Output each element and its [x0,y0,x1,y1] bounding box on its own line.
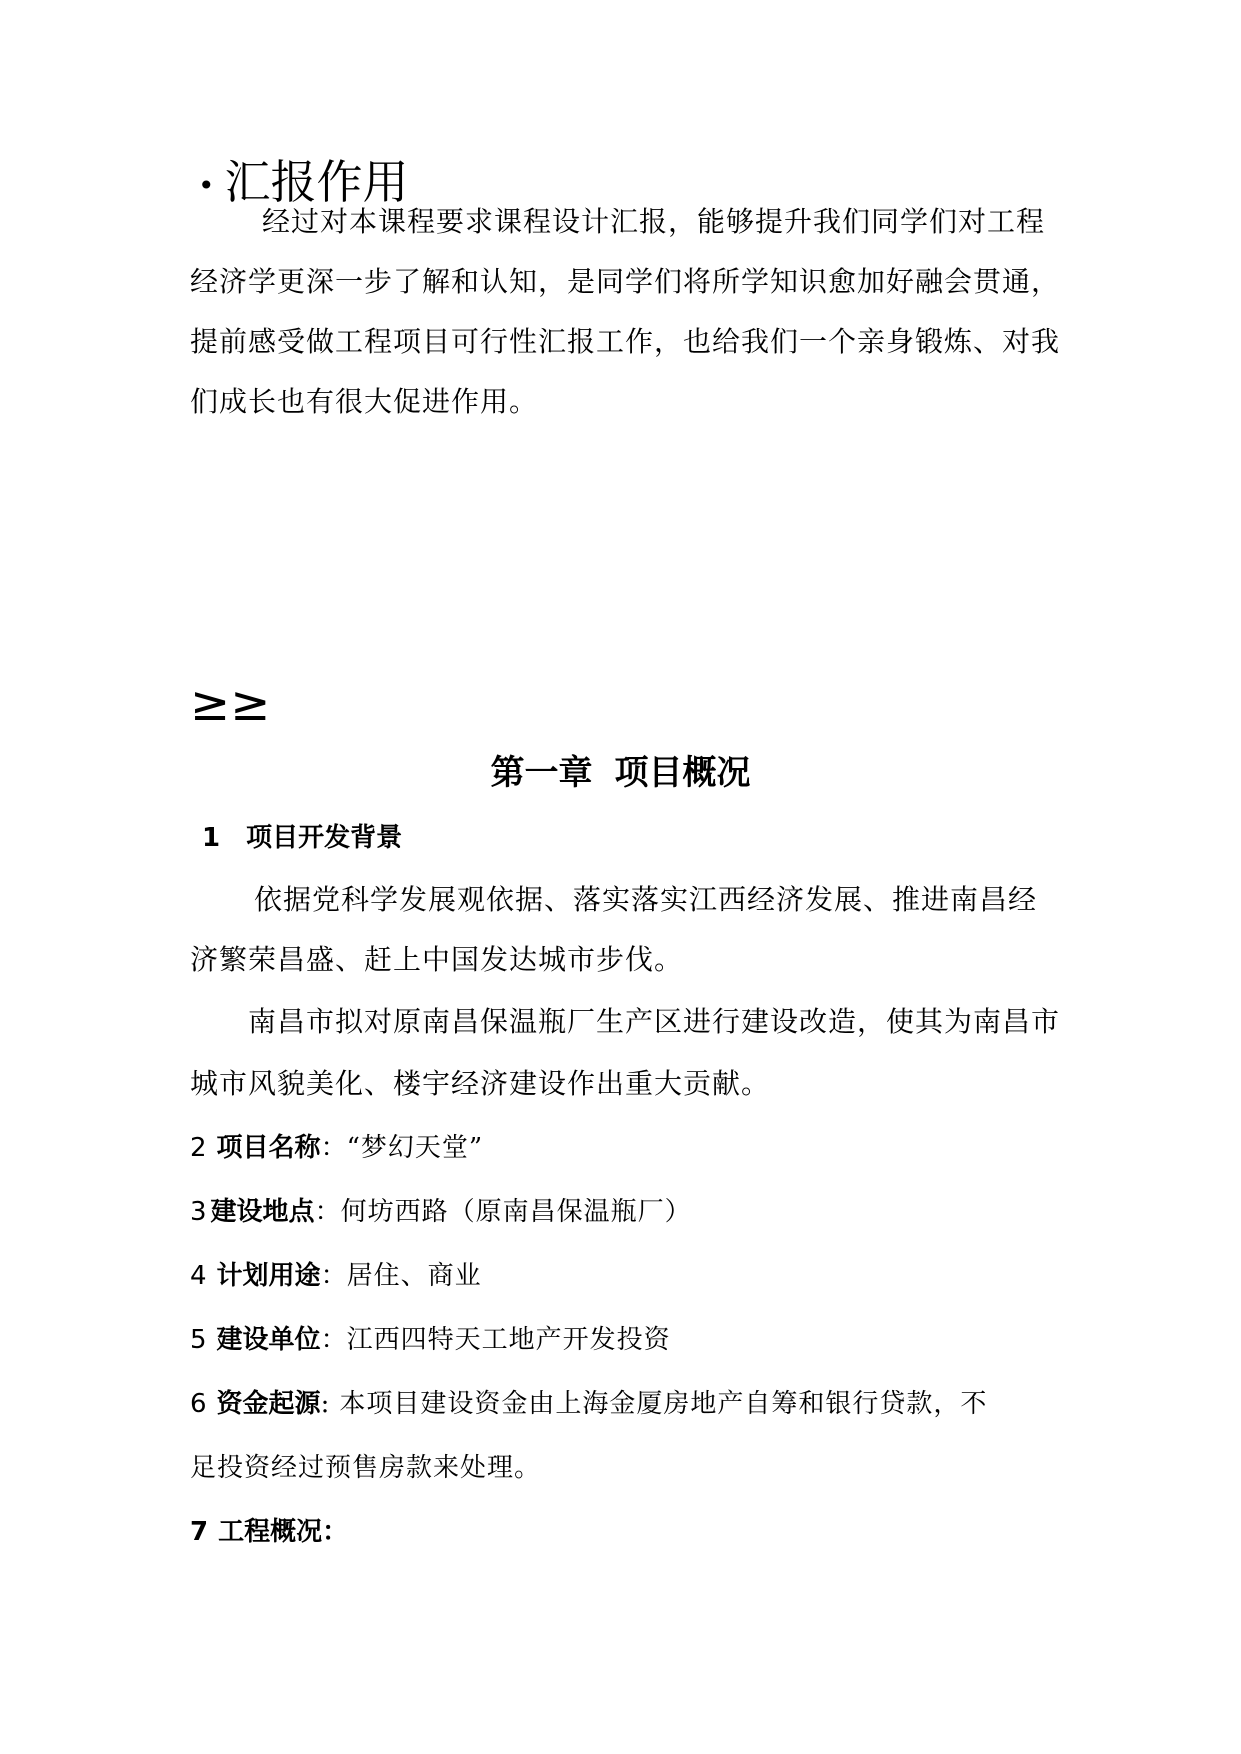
paragraph-line: 南昌市拟对原南昌保温瓶厂生产区进行建设改造，使其为南昌市 [248,1005,1061,1038]
item-number: 7 [190,1517,209,1547]
paragraph-line: 济繁荣昌盛、赶上中国发达城市步伐。 [190,943,684,976]
item-value: 本项目建设资金由上海金厦房地产自筹和银行贷款，不 [339,1389,988,1419]
item-number: 3 [190,1197,207,1227]
item-label: 工程概况 [218,1517,323,1547]
item-number: 6 [190,1389,207,1419]
item-value: 居住、商业 [346,1261,482,1291]
item-value-continuation: 足投资经过预售房款来处理。 [190,1453,542,1483]
chapter-title [0,748,1241,798]
paragraph-line: 经过对本课程要求课程设计汇报，能够提升我们同学们对工程 [262,205,1046,238]
paragraph-line: 经济学更深一步了解和认知，是同学们将所学知识愈加好融会贯通， [190,265,1061,298]
item-planned-use [190,1256,482,1296]
item-number: 2 [190,1133,207,1163]
item-value: 江西四特天工地产开发投资 [346,1325,671,1355]
item-funding-source [190,1384,987,1424]
item-separator: : [320,1389,330,1419]
item-label: 项目名称 [216,1133,321,1163]
item-separator: ： [320,1325,347,1355]
heading-text: 汇报作用 [224,155,409,209]
item-separator: ： [314,1197,341,1227]
item-label: 资金起源 [216,1389,321,1419]
item-funding-source-continuation [190,1448,541,1488]
item-separator: ： [320,1261,347,1291]
section-name: 项目开发背景 [246,823,403,853]
item-separator: ： [320,1133,347,1163]
item-label: 建设单位 [216,1325,321,1355]
item-separator: ： [322,1517,349,1547]
item-number: 4 [190,1261,207,1291]
item-construction-unit [190,1320,671,1360]
paragraph-line: 提前感受做工程项目可行性汇报工作，也给我们一个亲身锻炼、对我 [190,325,1061,358]
item-value: 何坊西路（原南昌保温瓶厂） [340,1197,692,1227]
item-value: “梦幻天堂” [346,1133,484,1163]
paragraph-line: 们成长也有很大促进作用。 [190,385,539,418]
item-label: 建设地点 [210,1197,315,1227]
item-project-name [190,1128,483,1168]
item-site-location [190,1192,692,1232]
item-label: 计划用途 [216,1261,321,1291]
item-project-overview [190,1512,348,1552]
chapter-name: 项目概况 [614,753,751,793]
paragraph-line: 依据党科学发展观依据、落实落实江西经济发展、推进南昌经 [254,883,1038,916]
bullet-icon: • [198,168,215,202]
paragraph-line: 城市风貌美化、楼宇经济建设作出重大贡献。 [190,1067,771,1100]
chapter-number: 第一章 [490,753,593,793]
double-arrow-marker: ≥≥ [190,676,271,732]
section-number: 1 [202,823,221,853]
item-number: 5 [190,1325,207,1355]
section-title-background [202,818,402,858]
